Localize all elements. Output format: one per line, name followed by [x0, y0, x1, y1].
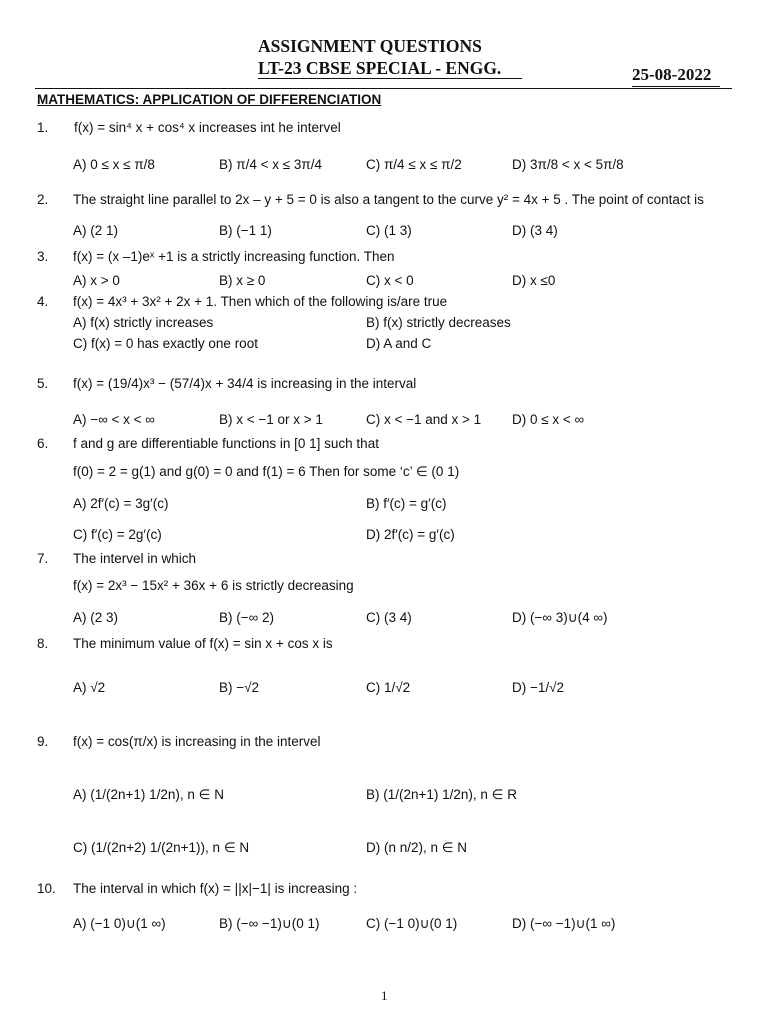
option-d: D) (−∞ 3)∪(4 ∞)	[512, 610, 608, 625]
title-underline	[258, 78, 522, 79]
option-c: C) π/4 ≤ x ≤ π/2	[366, 157, 462, 172]
option-d: D) (3 4)	[512, 223, 558, 238]
option-a: A) x > 0	[73, 273, 120, 288]
header-rule	[35, 88, 732, 89]
question-number: 9.	[37, 734, 49, 749]
option-a: A) 2f′(c) = 3g′(c)	[73, 496, 169, 511]
option-d: D) −1/√2	[512, 680, 565, 695]
option-b: B) −√2	[219, 680, 260, 695]
option-d: D) 3π/8 < x < 5π/8	[512, 157, 624, 172]
option-a: A) (2 3)	[73, 610, 119, 625]
option-a: A) 0 ≤ x ≤ π/8	[73, 157, 155, 172]
question-number: 8.	[37, 636, 49, 651]
question-stem: f(x) = sin⁴ x + cos⁴ x increases int he intervel	[74, 120, 341, 135]
option-b: B) x < −1 or x > 1	[219, 412, 323, 427]
question-number: 6.	[37, 436, 49, 451]
question-stem: f(x) = (19/4)x³ − (57/4)x + 34/4 is increasing in the interval	[73, 376, 417, 391]
option-a: A) f(x) strictly increases	[73, 315, 214, 330]
question-number: 10.	[37, 881, 56, 896]
question-stem: f(x) = cos(π/x) is increasing in the intervel	[73, 734, 321, 749]
option-d: D) x ≤0	[512, 273, 556, 288]
option-c: C) (1 3)	[366, 223, 412, 238]
option-a: A) (−1 0)∪(1 ∞)	[73, 916, 166, 931]
option-b: B) x ≥ 0	[219, 273, 266, 288]
date-underline	[632, 86, 720, 87]
question-stem: The straight line parallel to 2x – y + 5 = 0 is also a tangent to the curve y² = 4x + 5 . The point of contact is	[73, 192, 704, 207]
option-c: C) f(x) = 0 has exactly one root	[73, 336, 258, 351]
option-b: B) (1/(2n+1) 1/2n), n ∈ R	[366, 787, 517, 802]
option-d: D) (n n/2), n ∈ N	[366, 840, 468, 855]
option-d: D) 2f′(c) = g′(c)	[366, 527, 455, 542]
option-d: D) 0 ≤ x < ∞	[512, 412, 585, 427]
option-c: C) 1/√2	[366, 680, 411, 695]
question-stem: f and g are differentiable functions in [0 1] such that	[73, 436, 379, 451]
title-line-1: ASSIGNMENT QUESTIONS	[258, 36, 482, 56]
question-number: 4.	[37, 294, 49, 309]
page-number: 1	[381, 988, 388, 1003]
option-c: C) (3 4)	[366, 610, 412, 625]
option-b: B) f′(c) = g′(c)	[366, 496, 447, 511]
subject-heading: MATHEMATICS: APPLICATION OF DIFFERENCIATION	[37, 92, 382, 107]
option-a: A) √2	[73, 680, 106, 695]
option-b: B) π/4 < x ≤ 3π/4	[219, 157, 322, 172]
question-number: 5.	[37, 376, 49, 391]
option-c: C) (1/(2n+2) 1/(2n+1)), n ∈ N	[73, 840, 250, 855]
question-number: 3.	[37, 249, 49, 264]
question-stem-line-2: f(0) = 2 = g(1) and g(0) = 0 and f(1) = 6 Then for some ‘c’ ∈ (0 1)	[73, 464, 460, 479]
question-number: 7.	[37, 551, 49, 566]
option-b: B) f(x) strictly decreases	[366, 315, 511, 330]
question-stem: The interval in which f(x) = ||x|−1| is increasing :	[73, 881, 358, 896]
question-stem: The intervel in which	[73, 551, 197, 566]
option-b: B) (−∞ −1)∪(0 1)	[219, 916, 320, 931]
option-c: C) x < −1 and x > 1	[366, 412, 482, 427]
question-stem-line-2: f(x) = 2x³ − 15x² + 36x + 6 is strictly decreasing	[73, 578, 354, 593]
question-stem: f(x) = (x –1)eˣ +1 is a strictly increasing function. Then	[73, 249, 395, 264]
question-stem: f(x) = 4x³ + 3x² + 2x + 1. Then which of the following is/are true	[73, 294, 448, 309]
option-a: A) (2 1)	[73, 223, 119, 238]
option-c: C) (−1 0)∪(0 1)	[366, 916, 458, 931]
option-a: A) −∞ < x < ∞	[73, 412, 155, 427]
question-number: 2.	[37, 192, 49, 207]
option-a: A) (1/(2n+1) 1/2n), n ∈ N	[73, 787, 224, 802]
option-d: D) (−∞ −1)∪(1 ∞)	[512, 916, 616, 931]
option-c: C) f′(c) = 2g′(c)	[73, 527, 162, 542]
option-b: B) (−∞ 2)	[219, 610, 275, 625]
option-b: B) (−1 1)	[219, 223, 272, 238]
option-c: C) x < 0	[366, 273, 414, 288]
date-label: 25-08-2022	[632, 65, 712, 84]
question-stem: The minimum value of f(x) = sin x + cos x is	[73, 636, 333, 651]
title-line-2: LT-23 CBSE SPECIAL - ENGG.	[258, 58, 502, 78]
question-number: 1.	[37, 120, 49, 135]
option-d: D) A and C	[366, 336, 432, 351]
